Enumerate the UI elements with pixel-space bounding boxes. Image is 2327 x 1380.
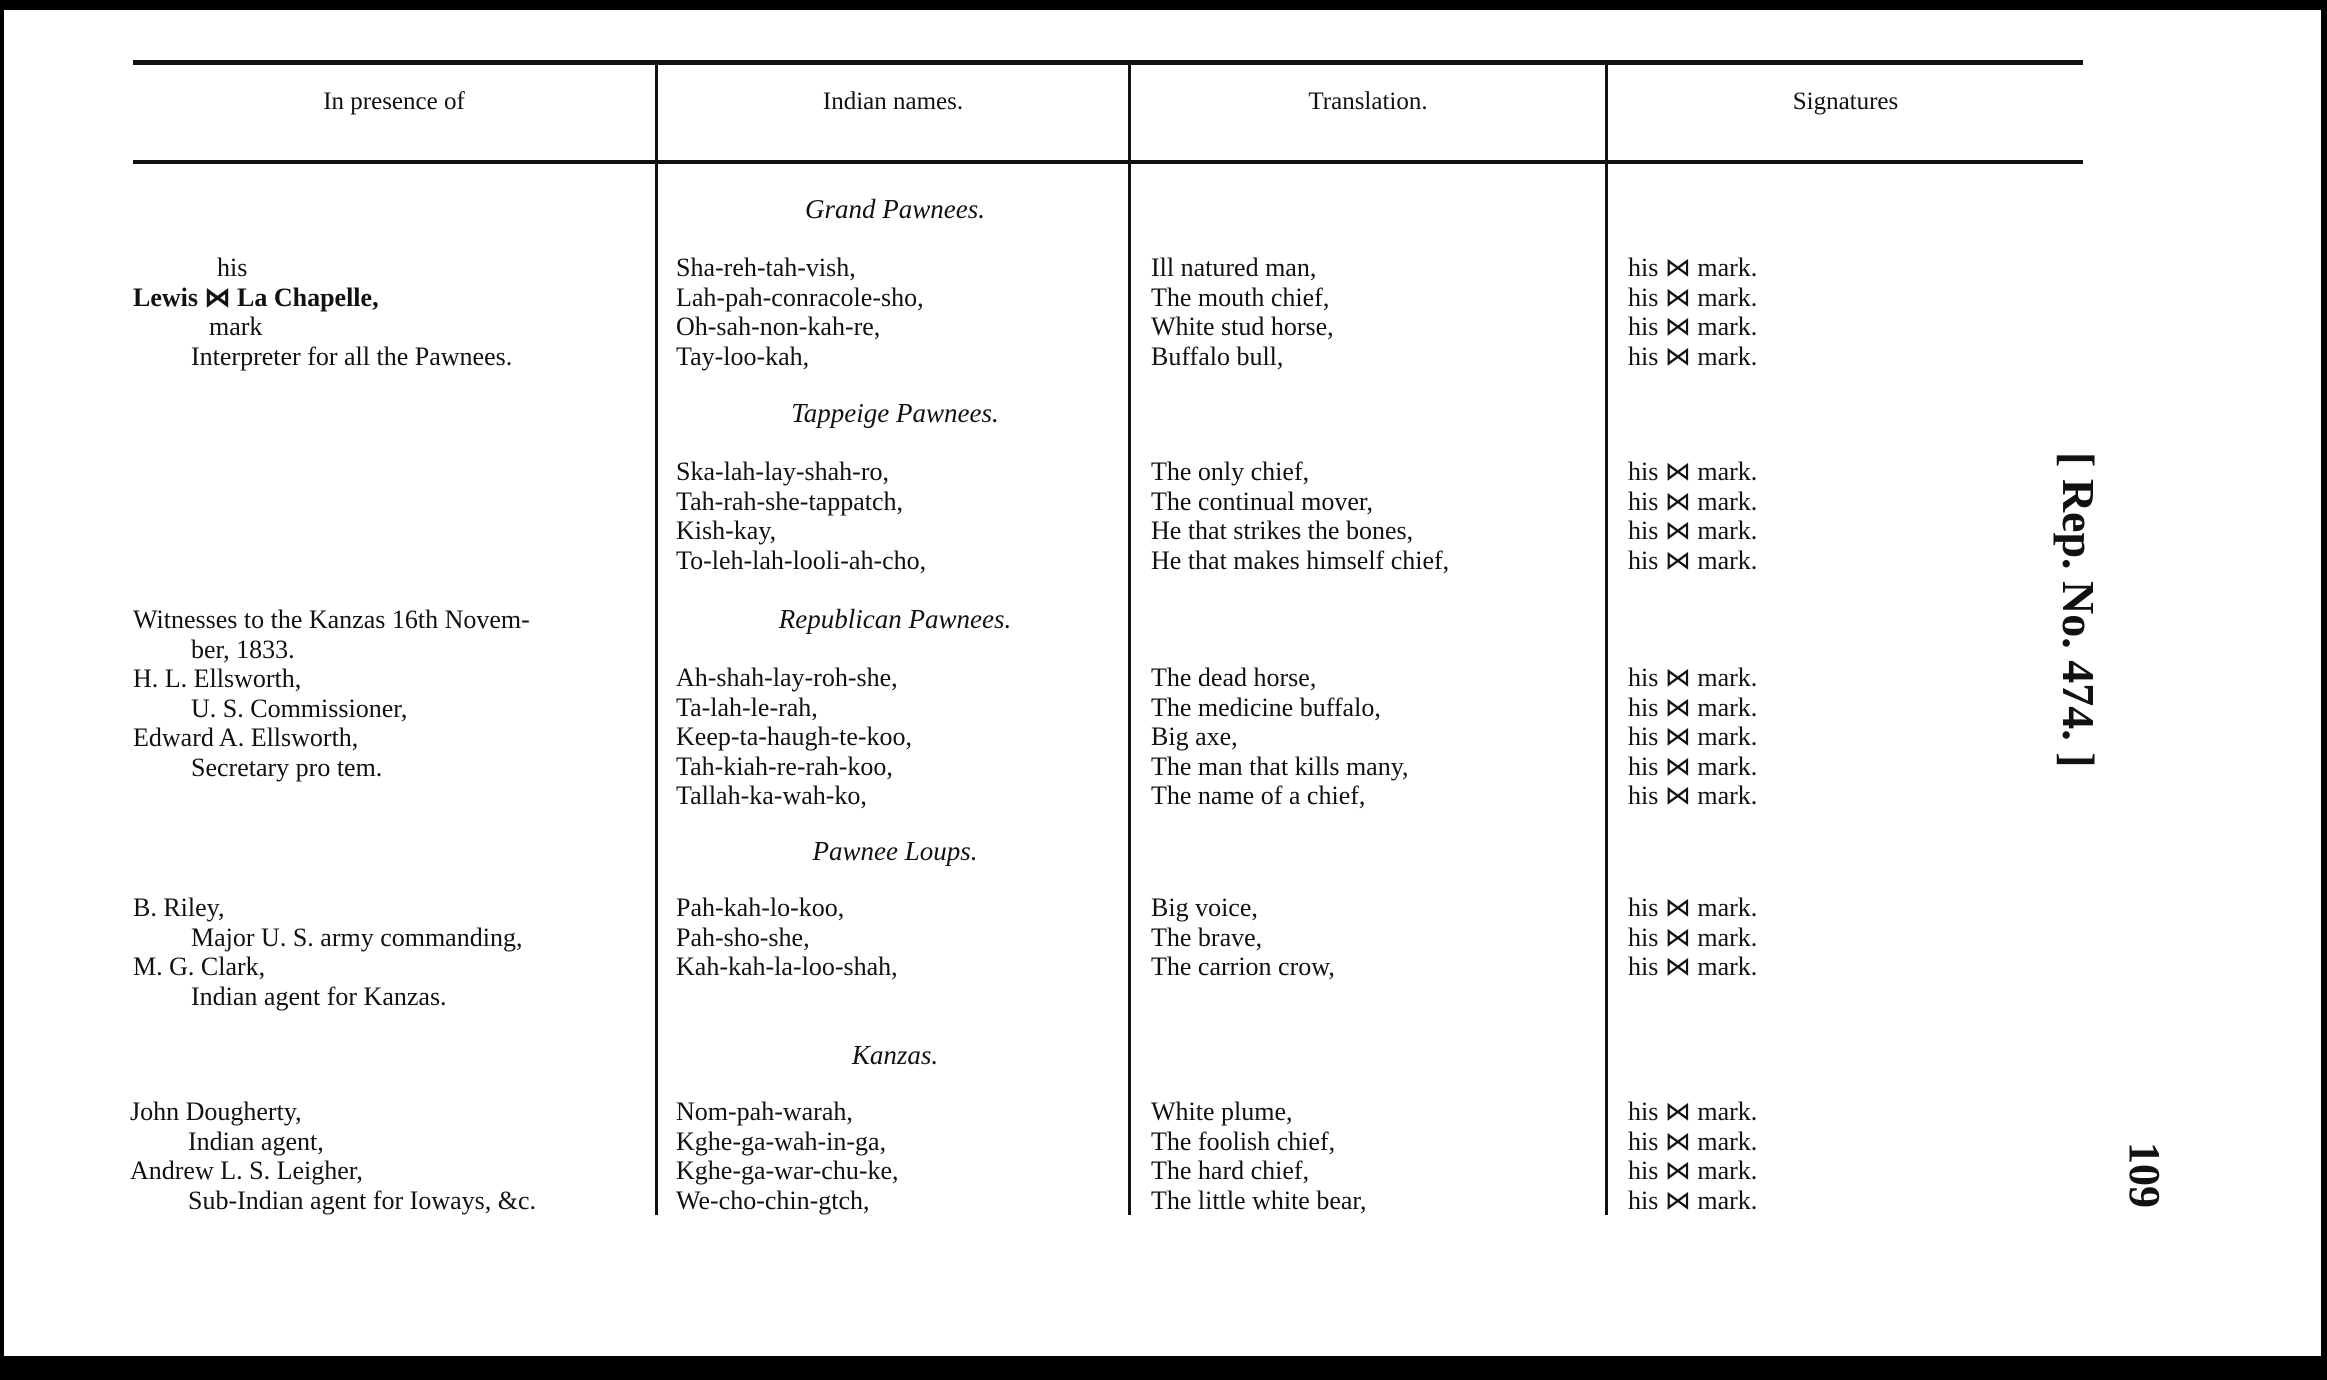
indian-name: Nom-pah-warah,	[676, 1097, 853, 1126]
signatures-grand-pawnees	[1628, 253, 1757, 371]
indian-name: Kghe-ga-wah-in-ga,	[676, 1126, 887, 1156]
page-number: 109	[2120, 1142, 2169, 1208]
translation: White stud horse,	[1151, 312, 1334, 341]
signature-mark: his ⋈ mark.	[1628, 1156, 1758, 1185]
names-grand-pawnees	[676, 253, 924, 371]
signature-mark: his ⋈ mark.	[1628, 781, 1758, 810]
signatures-republican-pawnees	[1628, 663, 1757, 811]
translation: Ill natured man,	[1151, 253, 1317, 282]
column-divider-1	[655, 65, 658, 1215]
translation: The little white bear,	[1151, 1185, 1367, 1215]
signature-mark: his ⋈ mark.	[1628, 893, 1758, 922]
signature-mark: his ⋈ mark.	[1628, 457, 1758, 486]
signatures-kanzas	[1628, 1097, 1757, 1215]
witness-block-kanzas-witnesses	[133, 605, 530, 782]
section-grand-pawnees: Grand Pawnees.	[805, 194, 985, 224]
translation: The brave,	[1151, 922, 1263, 952]
witness-line: Secretary pro tem.	[191, 752, 383, 782]
signature-mark: his ⋈ mark.	[1628, 1126, 1758, 1156]
names-pawnee-loups	[676, 893, 898, 982]
translations-tappeige-pawnees	[1151, 457, 1449, 575]
witness-block-la-chapelle	[133, 253, 512, 371]
witness-line: Witnesses to the Kanzas 16th Novem-	[133, 605, 530, 634]
translation: The only chief,	[1151, 457, 1310, 486]
witness-block-dougherty-leigher	[130, 1097, 536, 1215]
indian-name: Tallah-ka-wah-ko,	[676, 781, 867, 810]
names-republican-pawnees	[676, 663, 912, 811]
signatures-tappeige-pawnees	[1628, 457, 1757, 575]
indian-name: Pah-sho-she,	[676, 922, 810, 952]
page-edge-right	[2321, 0, 2327, 1380]
indian-name: Pah-kah-lo-koo,	[676, 893, 845, 922]
witness-line: John Dougherty,	[130, 1097, 302, 1126]
translation: The dead horse,	[1151, 663, 1317, 692]
indian-name: Tah-kiah-re-rah-koo,	[676, 751, 893, 781]
translations-kanzas	[1151, 1097, 1367, 1215]
indian-name: Ta-lah-le-rah,	[676, 692, 818, 722]
witness-line: Andrew L. S. Leigher,	[130, 1156, 363, 1185]
page-edge-top	[0, 0, 2327, 10]
witness-line: H. L. Ellsworth,	[133, 664, 302, 693]
witness-line: ber, 1833.	[191, 634, 295, 664]
indian-name: Kghe-ga-war-chu-ke,	[676, 1156, 899, 1185]
translation: The medicine buffalo,	[1151, 692, 1381, 722]
indian-name: Ska-lah-lay-shah-ro,	[676, 457, 889, 486]
header-in-presence-of: In presence of	[323, 88, 465, 115]
header-indian-names: Indian names.	[822, 88, 964, 115]
signature-mark: his ⋈ mark.	[1628, 516, 1758, 545]
indian-name: Keep-ta-haugh-te-koo,	[676, 722, 913, 751]
translation: Big axe,	[1151, 722, 1238, 751]
witness-line: his	[217, 253, 248, 282]
section-pawnee-loups: Pawnee Loups.	[812, 836, 978, 866]
indian-name: Kah-kah-la-loo-shah,	[676, 952, 898, 981]
indian-name: We-cho-chin-gtch,	[676, 1185, 870, 1215]
signature-mark: his ⋈ mark.	[1628, 751, 1758, 781]
signature-mark: his ⋈ mark.	[1628, 1185, 1758, 1215]
translation: The name of a chief,	[1151, 781, 1366, 810]
witness-line: mark	[209, 312, 263, 341]
names-tappeige-pawnees	[676, 457, 926, 575]
signature-mark: his ⋈ mark.	[1628, 253, 1758, 282]
signatures-pawnee-loups	[1628, 893, 1757, 982]
report-number-sidebar: [ Rep. No. 474. ]	[2053, 452, 2104, 768]
translations-republican-pawnees	[1151, 663, 1409, 811]
translation: The hard chief,	[1151, 1156, 1310, 1185]
signature-mark: his ⋈ mark.	[1628, 312, 1758, 341]
witness-line: Indian agent for Kanzas.	[191, 981, 447, 1011]
page-edge-bottom	[0, 1356, 2327, 1380]
header-translation: Translation.	[1308, 88, 1428, 115]
signature-mark: his ⋈ mark.	[1628, 692, 1758, 722]
translation: The mouth chief,	[1151, 282, 1330, 312]
translation: White plume,	[1151, 1097, 1293, 1126]
signature-mark: his ⋈ mark.	[1628, 341, 1758, 371]
indian-name: Lah-pah-conracole-sho,	[676, 282, 924, 312]
header-signatures: Signatures	[1792, 88, 1899, 115]
section-republican-pawnees: Republican Pawnees.	[778, 604, 1012, 634]
indian-name: Tah-rah-she-tappatch,	[676, 486, 904, 516]
translation: The carrion crow,	[1151, 952, 1335, 981]
section-tappeige-pawnees: Tappeige Pawnees.	[791, 398, 999, 428]
indian-name: Oh-sah-non-kah-re,	[676, 312, 881, 341]
indian-name: Sha-reh-tah-vish,	[676, 253, 856, 282]
witness-line: M. G. Clark,	[133, 952, 266, 981]
witness-line: Major U. S. army commanding,	[191, 922, 523, 952]
translation: He that strikes the bones,	[1151, 516, 1414, 545]
table-top-rule	[133, 60, 2083, 65]
witness-line: Indian agent,	[188, 1126, 324, 1156]
witness-line: B. Riley,	[133, 893, 225, 922]
translation: Big voice,	[1151, 893, 1258, 922]
translation: The continual mover,	[1151, 486, 1374, 516]
header-bottom-rule	[133, 160, 2083, 164]
indian-name: Ah-shah-lay-roh-she,	[676, 663, 898, 692]
witness-line: U. S. Commissioner,	[191, 693, 408, 723]
column-divider-3	[1605, 65, 1608, 1215]
signature-mark: his ⋈ mark.	[1628, 486, 1758, 516]
indian-name: To-leh-lah-looli-ah-cho,	[676, 545, 927, 575]
signature-mark: his ⋈ mark.	[1628, 282, 1758, 312]
translation: He that makes himself chief,	[1151, 545, 1450, 575]
signature-mark: his ⋈ mark.	[1628, 545, 1758, 575]
translations-pawnee-loups	[1151, 893, 1335, 982]
section-kanzas: Kanzas.	[851, 1040, 939, 1070]
translation: Buffalo bull,	[1151, 341, 1284, 371]
translation: The foolish chief,	[1151, 1126, 1336, 1156]
witness-line: Sub-Indian agent for Ioways, &c.	[188, 1185, 537, 1215]
signature-mark: his ⋈ mark.	[1628, 722, 1758, 751]
signature-mark: his ⋈ mark.	[1628, 1097, 1758, 1126]
witness-line: Interpreter for all the Pawnees.	[191, 341, 513, 371]
witness-line: Edward A. Ellsworth,	[133, 723, 359, 752]
indian-name: Kish-kay,	[676, 516, 777, 545]
signature-mark: his ⋈ mark.	[1628, 952, 1758, 981]
translations-grand-pawnees	[1151, 253, 1334, 371]
witness-line: Lewis ⋈ La Chapelle,	[133, 282, 379, 312]
names-kanzas	[676, 1097, 899, 1215]
translation: The man that kills many,	[1151, 751, 1409, 781]
indian-name: Tay-loo-kah,	[676, 341, 810, 371]
witness-block-riley-clark	[133, 893, 522, 1011]
signature-mark: his ⋈ mark.	[1628, 922, 1758, 952]
signature-mark: his ⋈ mark.	[1628, 663, 1758, 692]
